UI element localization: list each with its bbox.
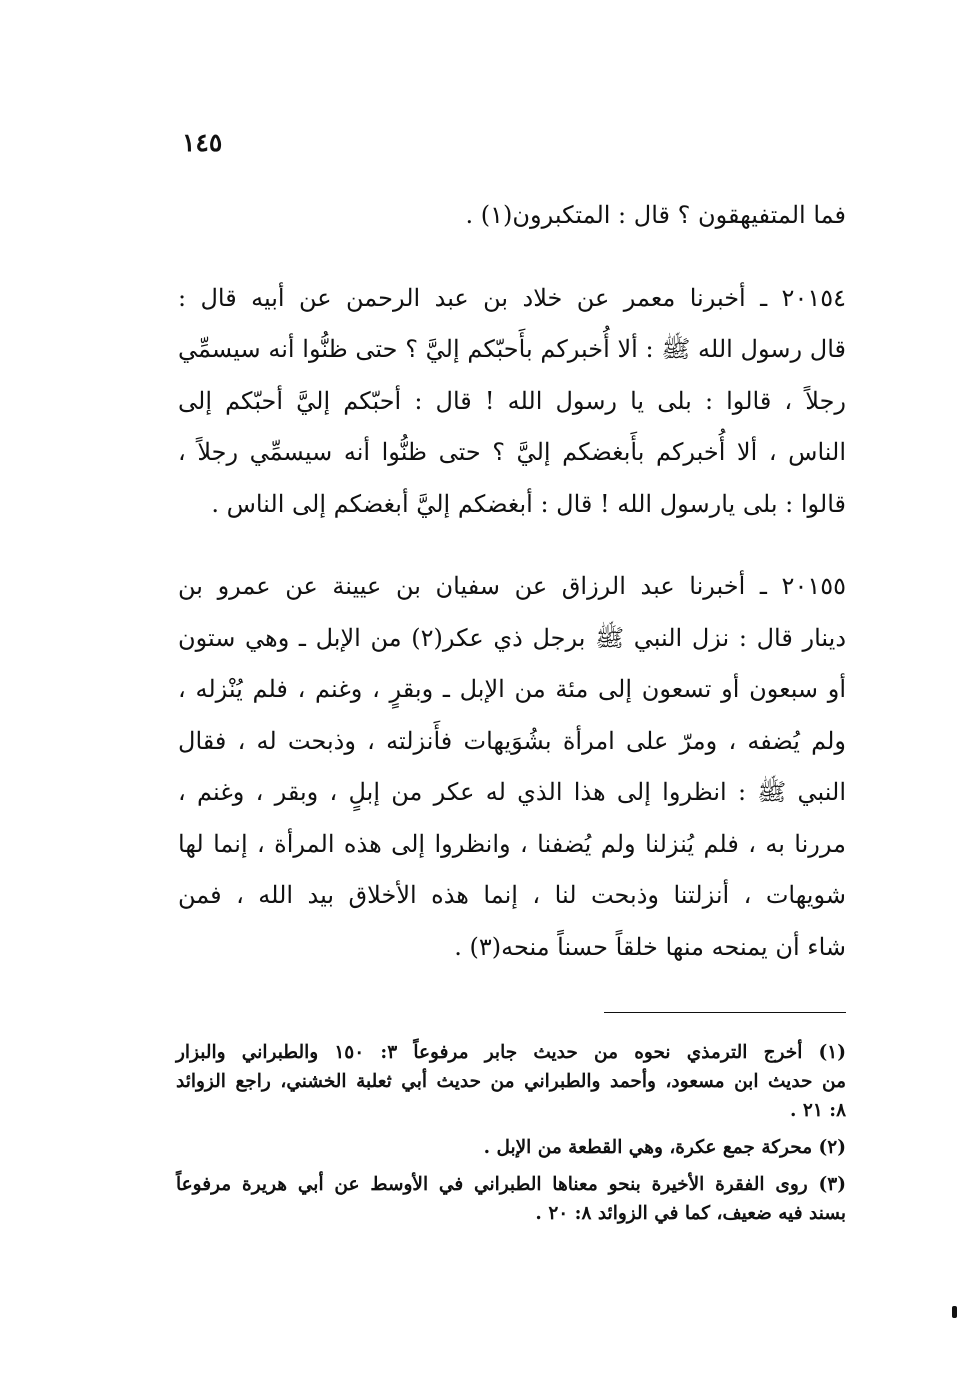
footnote-line: بسند فيه ضعيف، كما في الزوائد ٨: ٢٠ . (535, 1203, 846, 1224)
text-line: مررنا به ، فلم يُنزلنا ولم يُضفنا ، وانظروا إلى هذه المرأة ، إنما لها (178, 829, 846, 858)
footnote (176, 1170, 846, 1228)
text-line: قالوا : بلى يارسول الله ! قال : أبغضكم إليَّ أبغضكم إلى الناس . (211, 489, 846, 518)
text-line: الناس ، ألا أُخبركم بأَبغضكم إليَّ ؟ حتى ظنُّوا أنه سيسمِّي رجلاً ، (178, 438, 846, 466)
paragraph (178, 561, 846, 973)
main-text (178, 190, 846, 973)
footnote-line: (٣) روى الفقرة الأخيرة بنحو معناها الطبراني في الأوسط عن أبي هريرة مرفوعاً (176, 1174, 846, 1195)
paragraph-gap (178, 242, 846, 273)
text-line: شاء أن يمنحه منها خلقاً حسناً منحه(٣) . (454, 932, 846, 961)
text-line: دينار قال : نزل النبي ﷺ برجل ذي عكر(٢) من الإبل ـ وهي ستون (178, 623, 847, 652)
footnote-gap (176, 1162, 846, 1170)
footnote (176, 1038, 846, 1125)
footnotes (176, 1038, 846, 1228)
text-line: ولم يُضفه ، ومرّ على امرأة بشُوَيهات فأَنزلته ، وذبحت له ، فقال (178, 726, 846, 755)
paragraph-gap (178, 530, 846, 561)
text-line: شويهات ، أنزلتنا وذبحت لنا ، إنما هذه الأخلاق بيد الله ، فمن (178, 881, 846, 909)
text-line: فما المتفيهقون ؟ قال : المتكبرون(١) . (465, 201, 846, 229)
footnote-line: من حديث ابن مسعود، وأحمد والطبراني من حديث أبي ثعلبة الخشني، راجع الزوائد (176, 1071, 846, 1092)
footnote-line: ٨: ٢١ . (790, 1100, 846, 1121)
scan-edge-mark (952, 1306, 957, 1318)
paragraph (178, 190, 846, 242)
footnote-separator (604, 1012, 846, 1013)
footnote-gap (176, 1125, 846, 1133)
page-number: ١٤٥ (182, 128, 223, 157)
footnote (176, 1133, 846, 1162)
text-line: النبي ﷺ : انظروا إلى هذا الذي له عكر من إبلٍ ، وبقر ، وغنم ، (178, 778, 846, 806)
text-line: ٢٠١٥٥ ـ أخبرنا عبد الرزاق عن سفيان بن عيينة عن عمرو بن (178, 572, 846, 600)
text-line: قال رسول الله ﷺ : ألا أُخبركم بأَحبّكم إليَّ ؟ حتى ظنُّوا أنه سيسمِّي (178, 335, 846, 363)
footnote-line: (٢) محركة جمع عكرة، وهي القطعة من الإبل . (483, 1137, 846, 1158)
text-line: أو سبعون أو تسعون إلى مئة من الإبل ـ وبقرٍ ، وغنم ، فلم يُنْزله ، (178, 675, 847, 703)
text-line: رجلاً ، قالوا : بلى يا رسول الله ! قال : أحبّكم إليَّ أحبّكم إلى (178, 386, 846, 415)
footnote-line: (١) أخرج الترمذي نحوه من حديث جابر مرفوعاً ٣: ١٥٠ والطبراني والبزار (176, 1042, 846, 1063)
text-line: ٢٠١٥٤ ـ أخبرنا معمر عن خلاد بن عبد الرحمن عن أبيه قال : (178, 283, 846, 312)
paragraph (178, 273, 846, 531)
